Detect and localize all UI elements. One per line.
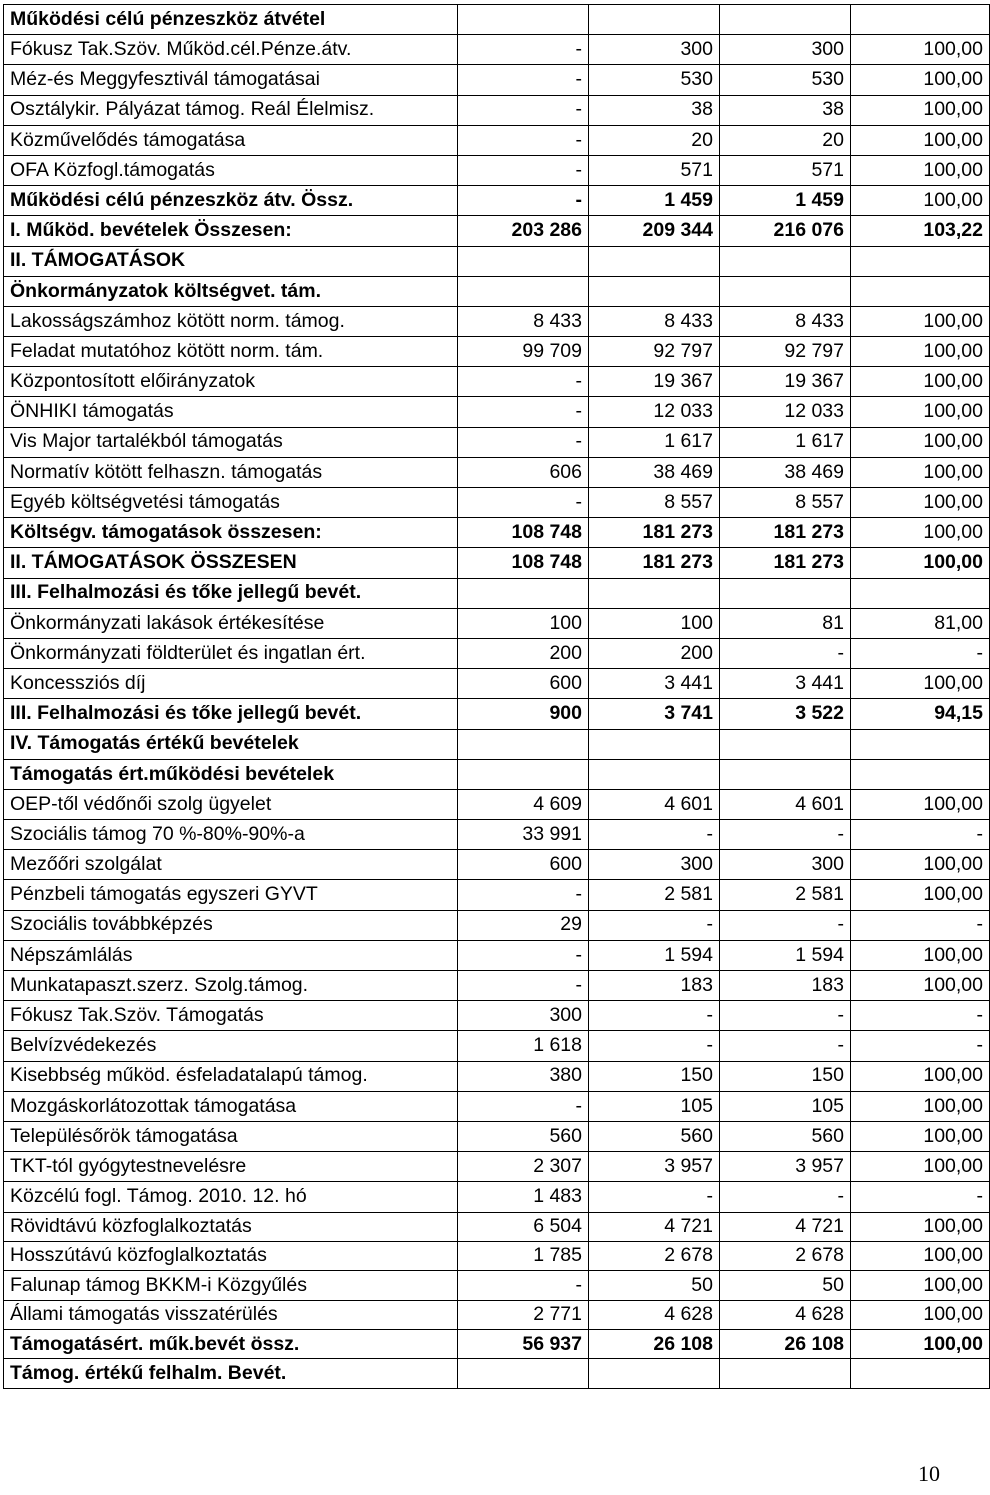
row-label: IV. Támogatás értékű bevételek [4,729,458,759]
percent-cell: - [851,910,990,940]
table-row [4,1271,990,1300]
value-col-2: 571 [589,155,720,185]
row-label: III. Felhalmozási és tőke jellegű bevét. [4,699,458,729]
row-label: OEP-től védőnői szolg ügyelet [4,789,458,819]
percent-cell: - [851,638,990,668]
value-col-2: - [589,820,720,850]
value-col-2: 8 557 [589,488,720,518]
percent-cell: 100,00 [851,518,990,548]
percent-cell: 100,00 [851,1241,990,1270]
value-col-3: 50 [720,1271,851,1300]
value-col-1: 29 [458,910,589,940]
value-col-3: 4 601 [720,789,851,819]
value-col-1: 33 991 [458,820,589,850]
percent-cell: 100,00 [851,95,990,125]
row-label: Támog. értékű felhalm. Bevét. [4,1359,458,1388]
value-col-2: 8 433 [589,306,720,336]
row-label: Szociális támog 70 %-80%-90%-a [4,820,458,850]
row-label: Pénzbeli támogatás egyszeri GYVT [4,880,458,910]
value-col-3: 12 033 [720,397,851,427]
row-label: ÖNHIKI támogatás [4,397,458,427]
value-col-2: 2 581 [589,880,720,910]
row-label: Koncessziós díj [4,669,458,699]
table-row [4,306,990,336]
value-col-1: 108 748 [458,518,589,548]
table-row [4,1001,990,1031]
value-col-3: 3 441 [720,669,851,699]
value-col-2: 181 273 [589,548,720,578]
table-row [4,1061,990,1091]
value-col-1: 203 286 [458,216,589,246]
value-col-3: 300 [720,850,851,880]
table-row [4,608,990,638]
table-row [4,1182,990,1212]
percent-cell: 100,00 [851,155,990,185]
percent-cell: 100,00 [851,367,990,397]
value-col-1: - [458,35,589,65]
value-col-1: 606 [458,457,589,487]
table-row [4,1152,990,1182]
table-row [4,5,990,35]
value-col-2: 38 [589,95,720,125]
value-col-2 [589,578,720,608]
page-number: 10 [918,1461,940,1486]
table-row [4,1300,990,1329]
row-label: Falunap támog BKKM-i Közgyűlés [4,1271,458,1300]
table-row [4,729,990,759]
row-label: Településőrök támogatása [4,1121,458,1151]
row-label: Közcélú fogl. Támog. 2010. 12. hó [4,1182,458,1212]
table-row [4,488,990,518]
table-row [4,155,990,185]
percent-cell: 100,00 [851,548,990,578]
value-col-3: 216 076 [720,216,851,246]
percent-cell: 100,00 [851,669,990,699]
table-row [4,789,990,819]
row-label: II. TÁMOGATÁSOK ÖSSZESEN [4,548,458,578]
table-row [4,125,990,155]
value-col-2: 4 601 [589,789,720,819]
percent-cell: - [851,1001,990,1031]
row-label: Egyéb költségvetési támogatás [4,488,458,518]
percent-cell: 100,00 [851,1300,990,1329]
budget-table-body [4,5,990,1389]
value-col-2 [589,276,720,306]
value-col-1: - [458,397,589,427]
value-col-1: 8 433 [458,306,589,336]
percent-cell [851,578,990,608]
percent-cell: 100,00 [851,125,990,155]
table-row [4,186,990,216]
value-col-3: 1 594 [720,940,851,970]
row-label: Mozgáskorlátozottak támogatása [4,1091,458,1121]
value-col-3: 3 957 [720,1152,851,1182]
row-label: Központosított előirányzatok [4,367,458,397]
value-col-2: 181 273 [589,518,720,548]
value-col-1: 1 483 [458,1182,589,1212]
percent-cell: 100,00 [851,488,990,518]
value-col-3: 38 [720,95,851,125]
value-col-3: 2 678 [720,1241,851,1270]
table-row [4,1121,990,1151]
value-col-2: 4 628 [589,1300,720,1329]
value-col-1: 4 609 [458,789,589,819]
percent-cell: 100,00 [851,1212,990,1241]
value-col-2: 1 594 [589,940,720,970]
value-col-2: 183 [589,971,720,1001]
value-col-3: 1 617 [720,427,851,457]
percent-cell: 100,00 [851,1061,990,1091]
value-col-2: 300 [589,850,720,880]
value-col-2: 3 957 [589,1152,720,1182]
value-col-2: - [589,1182,720,1212]
budget-table [3,4,990,1389]
percent-cell: 100,00 [851,35,990,65]
table-row [4,246,990,276]
value-col-2: - [589,910,720,940]
row-label: Önkormányzatok költségvet. tám. [4,276,458,306]
value-col-1: 200 [458,638,589,668]
row-label: Kisebbség működ. ésfeladatalapú támog. [4,1061,458,1091]
row-label: Önkormányzati lakások értékesítése [4,608,458,638]
value-col-2 [589,5,720,35]
percent-cell: 100,00 [851,306,990,336]
percent-cell: 100,00 [851,789,990,819]
value-col-3 [720,729,851,759]
table-row [4,578,990,608]
table-row [4,548,990,578]
value-col-1: 300 [458,1001,589,1031]
value-col-3: 571 [720,155,851,185]
value-col-2: 2 678 [589,1241,720,1270]
value-col-1: - [458,427,589,457]
percent-cell [851,729,990,759]
row-label: Támogatásért. műk.bevét össz. [4,1330,458,1359]
value-col-3: 8 433 [720,306,851,336]
row-label: Önkormányzati földterület és ingatlan ért. [4,638,458,668]
value-col-1: 2 771 [458,1300,589,1329]
table-row [4,1359,990,1388]
percent-cell: 100,00 [851,850,990,880]
row-label: Munkatapaszt.szerz. Szolg.támog. [4,971,458,1001]
value-col-1: - [458,186,589,216]
table-row [4,910,990,940]
value-col-1: - [458,125,589,155]
table-row [4,1241,990,1270]
row-label: Belvízvédekezés [4,1031,458,1061]
value-col-3: 2 581 [720,880,851,910]
value-col-3: 92 797 [720,337,851,367]
value-col-3 [720,246,851,276]
value-col-3: 8 557 [720,488,851,518]
row-label: II. TÁMOGATÁSOK [4,246,458,276]
value-col-3: 81 [720,608,851,638]
row-label: TKT-tól gyógytestnevelésre [4,1152,458,1182]
value-col-1: 600 [458,850,589,880]
percent-cell: 100,00 [851,1091,990,1121]
value-col-1: - [458,65,589,95]
percent-cell: 100,00 [851,186,990,216]
percent-cell: 100,00 [851,880,990,910]
value-col-3: 38 469 [720,457,851,487]
value-col-3 [720,276,851,306]
row-label: Fókusz Tak.Szöv. Működ.cél.Pénze.átv. [4,35,458,65]
value-col-2: 26 108 [589,1330,720,1359]
percent-cell: 100,00 [851,940,990,970]
value-col-1: 560 [458,1121,589,1151]
row-label: Osztálykir. Pályázat támog. Reál Élelmisz. [4,95,458,125]
value-col-2: 200 [589,638,720,668]
table-row [4,216,990,246]
row-label: Állami támogatás visszatérülés [4,1300,458,1329]
percent-cell: 100,00 [851,1271,990,1300]
value-col-2: 3 441 [589,669,720,699]
value-col-3 [720,759,851,789]
table-row [4,276,990,306]
percent-cell: 100,00 [851,1152,990,1182]
value-col-1: 2 307 [458,1152,589,1182]
value-col-1 [458,759,589,789]
value-col-1: 600 [458,669,589,699]
value-col-1 [458,578,589,608]
row-label: Méz-és Meggyfesztivál támogatásai [4,65,458,95]
row-label: III. Felhalmozási és tőke jellegű bevét. [4,578,458,608]
value-col-2: 1 617 [589,427,720,457]
value-col-1 [458,1359,589,1388]
value-col-3: - [720,1031,851,1061]
value-col-1 [458,729,589,759]
value-col-1: - [458,1271,589,1300]
value-col-2: 150 [589,1061,720,1091]
value-col-3: 4 721 [720,1212,851,1241]
value-col-1: - [458,971,589,1001]
value-col-2: 19 367 [589,367,720,397]
table-row [4,95,990,125]
value-col-1: - [458,880,589,910]
row-label: Közművelődés támogatása [4,125,458,155]
value-col-2: 105 [589,1091,720,1121]
value-col-1: 99 709 [458,337,589,367]
value-col-2: 20 [589,125,720,155]
percent-cell: 100,00 [851,971,990,1001]
value-col-1: - [458,488,589,518]
value-col-3: 183 [720,971,851,1001]
value-col-2: 4 721 [589,1212,720,1241]
table-row [4,427,990,457]
value-col-2: - [589,1031,720,1061]
value-col-3 [720,578,851,608]
value-col-1: 1 785 [458,1241,589,1270]
table-row [4,940,990,970]
percent-cell: 100,00 [851,65,990,95]
value-col-3: 26 108 [720,1330,851,1359]
table-row [4,638,990,668]
value-col-2: 560 [589,1121,720,1151]
table-row [4,35,990,65]
row-label: Szociális továbbképzés [4,910,458,940]
percent-cell [851,5,990,35]
row-label: Mezőőri szolgálat [4,850,458,880]
value-col-3: 105 [720,1091,851,1121]
table-row [4,457,990,487]
table-row [4,1091,990,1121]
row-label: Normatív kötött felhaszn. támogatás [4,457,458,487]
value-col-2: 92 797 [589,337,720,367]
percent-cell [851,246,990,276]
row-label: Működési célú pénzeszköz átvétel [4,5,458,35]
value-col-2: 1 459 [589,186,720,216]
table-row [4,397,990,427]
value-col-1 [458,276,589,306]
percent-cell: - [851,1182,990,1212]
value-col-2: 12 033 [589,397,720,427]
value-col-1: 380 [458,1061,589,1091]
value-col-3: - [720,638,851,668]
value-col-1: 900 [458,699,589,729]
percent-cell [851,276,990,306]
table-row [4,880,990,910]
row-label: Feladat mutatóhoz kötött norm. tám. [4,337,458,367]
value-col-3: - [720,910,851,940]
value-col-1: - [458,1091,589,1121]
value-col-2: 209 344 [589,216,720,246]
row-label: Működési célú pénzeszköz átv. Össz. [4,186,458,216]
percent-cell: 100,00 [851,1121,990,1151]
percent-cell: 81,00 [851,608,990,638]
table-row [4,971,990,1001]
percent-cell: 100,00 [851,1330,990,1359]
table-row [4,759,990,789]
value-col-3 [720,1359,851,1388]
value-col-3: 19 367 [720,367,851,397]
percent-cell: 100,00 [851,427,990,457]
value-col-1: 56 937 [458,1330,589,1359]
value-col-3: - [720,820,851,850]
percent-cell: 103,22 [851,216,990,246]
value-col-3: 4 628 [720,1300,851,1329]
value-col-3: 3 522 [720,699,851,729]
value-col-3: 530 [720,65,851,95]
value-col-2: 530 [589,65,720,95]
row-label: Népszámlálás [4,940,458,970]
value-col-2 [589,759,720,789]
table-row [4,65,990,95]
row-label: Költségv. támogatások összesen: [4,518,458,548]
percent-cell: 100,00 [851,457,990,487]
value-col-2 [589,1359,720,1388]
value-col-1: 108 748 [458,548,589,578]
value-col-3: - [720,1182,851,1212]
table-row [4,1212,990,1241]
row-label: Támogatás ért.működési bevételek [4,759,458,789]
table-row [4,1031,990,1061]
percent-cell [851,759,990,789]
value-col-2: - [589,1001,720,1031]
value-col-1 [458,5,589,35]
value-col-3: 20 [720,125,851,155]
table-row [4,1330,990,1359]
value-col-2: 38 469 [589,457,720,487]
table-row [4,699,990,729]
value-col-3: 181 273 [720,548,851,578]
value-col-2 [589,246,720,276]
value-col-1: - [458,940,589,970]
percent-cell: 94,15 [851,699,990,729]
percent-cell: - [851,820,990,850]
value-col-3: 560 [720,1121,851,1151]
row-label: Vis Major tartalékból támogatás [4,427,458,457]
table-row [4,850,990,880]
table-row [4,518,990,548]
value-col-1: - [458,95,589,125]
table-row [4,337,990,367]
percent-cell: 100,00 [851,397,990,427]
value-col-3: 1 459 [720,186,851,216]
value-col-1: - [458,367,589,397]
table-row [4,820,990,850]
percent-cell: - [851,1031,990,1061]
row-label: Fókusz Tak.Szöv. Támogatás [4,1001,458,1031]
value-col-3: 150 [720,1061,851,1091]
value-col-1: 1 618 [458,1031,589,1061]
row-label: Hosszútávú közfoglalkoztatás [4,1241,458,1270]
value-col-3: 300 [720,35,851,65]
row-label: I. Működ. bevételek Összesen: [4,216,458,246]
value-col-2: 300 [589,35,720,65]
value-col-1: - [458,155,589,185]
value-col-2: 100 [589,608,720,638]
value-col-1 [458,246,589,276]
value-col-1: 6 504 [458,1212,589,1241]
table-row [4,367,990,397]
value-col-3 [720,5,851,35]
row-label: OFA Közfogl.támogatás [4,155,458,185]
percent-cell: 100,00 [851,337,990,367]
value-col-2 [589,729,720,759]
value-col-3: 181 273 [720,518,851,548]
percent-cell [851,1359,990,1388]
value-col-1: 100 [458,608,589,638]
row-label: Lakosságszámhoz kötött norm. támog. [4,306,458,336]
value-col-2: 50 [589,1271,720,1300]
row-label: Rövidtávú közfoglalkoztatás [4,1212,458,1241]
value-col-2: 3 741 [589,699,720,729]
value-col-3: - [720,1001,851,1031]
table-row [4,669,990,699]
